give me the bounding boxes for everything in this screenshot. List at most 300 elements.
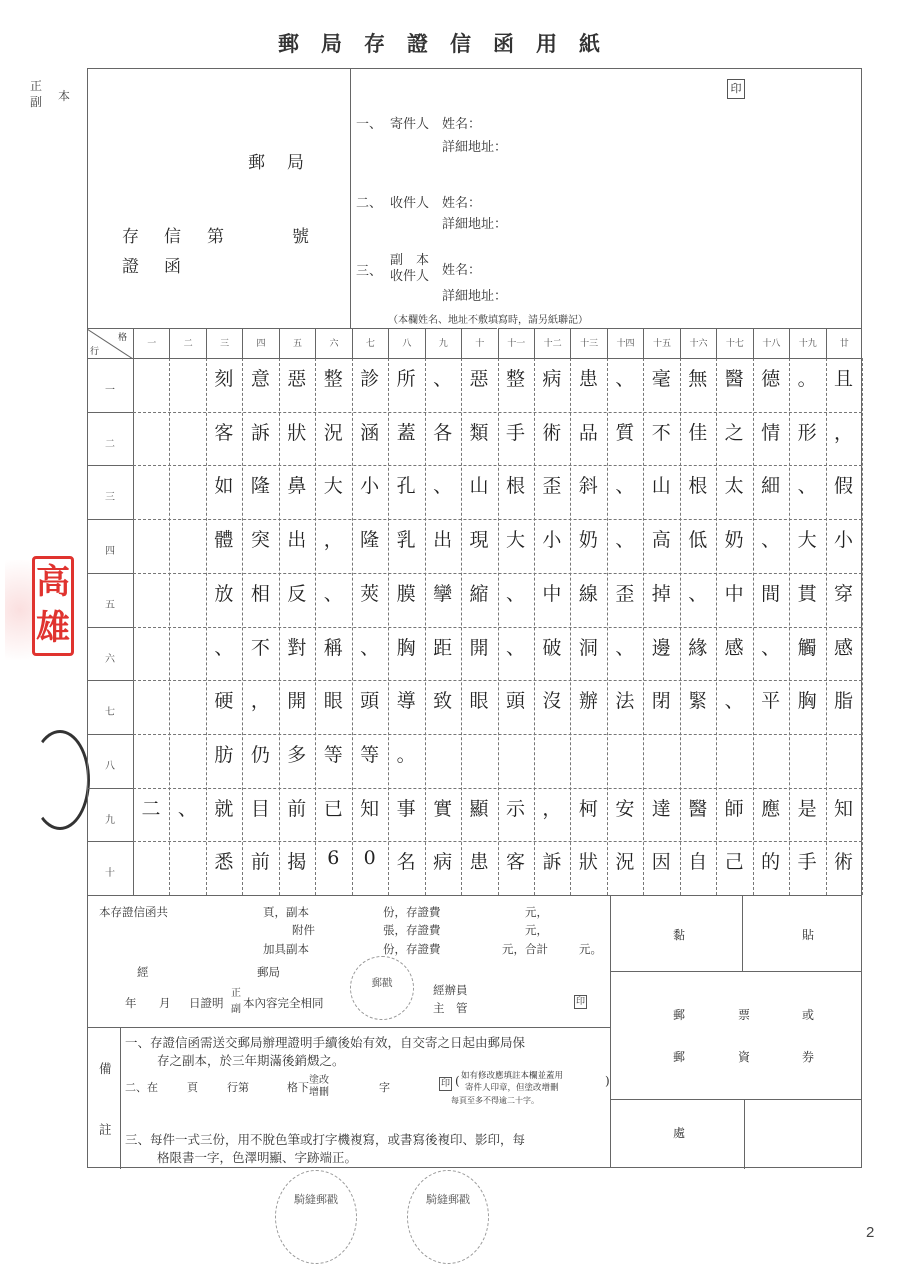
grid-cell-char: 醫	[724, 368, 744, 390]
grid-cell-char: 放	[214, 582, 234, 605]
info-total: 元，合計	[502, 942, 548, 956]
info-extra-copies: 加具副本	[263, 942, 309, 956]
column-header: 五	[279, 328, 315, 358]
grid-cell-char: 感	[834, 636, 854, 659]
grid-cell-char: 線	[578, 582, 598, 605]
grid-cell-char: 穿	[834, 582, 854, 605]
column-header: 十六	[680, 328, 716, 358]
row-label: 九	[87, 788, 133, 842]
grid-row-line	[133, 841, 862, 842]
info-handler: 經辦員	[433, 983, 468, 997]
corner-row-label: 行	[90, 347, 100, 357]
grid-cell-char: 感	[724, 636, 744, 659]
remarks-box	[87, 1027, 611, 1168]
cc-label-top: 副 本	[390, 253, 430, 268]
stamp-char-nian: 黏	[673, 928, 686, 942]
grid-cell-char: 安	[615, 797, 635, 820]
row-label: 二	[87, 412, 133, 466]
sender-seal-box: 印	[727, 79, 745, 99]
grid-cell-char: 況	[615, 851, 635, 874]
grid-cell-char: 目	[250, 797, 270, 820]
grid-cell-char: 斜	[578, 475, 598, 498]
grid-cell-char: 不	[651, 421, 671, 444]
info-month: 月	[159, 996, 171, 1010]
grid-cell-char: 、	[688, 582, 708, 605]
seam-postmark-label-2: 騎縫郵戳	[426, 1193, 470, 1206]
copy-mark-fu: 副	[30, 95, 43, 109]
grid-cell-char: 悉	[214, 851, 234, 874]
info-yuan-3: 元。	[579, 942, 602, 956]
grid-cell-char: 邊	[651, 636, 671, 659]
grid-cell-char: 術	[542, 421, 562, 444]
column-header: 十三	[570, 328, 606, 358]
grid-cell-char: 等	[323, 743, 343, 766]
grid-cell-char: 0	[363, 847, 376, 870]
stamp-affix-area	[611, 895, 862, 1168]
remark-3-line1: 三、每件一式三份，用不脫色筆或打字機複寫，或書寫後複印、影印，每	[125, 1132, 526, 1147]
grid-column-line	[862, 358, 863, 895]
grid-cell-char: 患	[578, 368, 598, 390]
grid-cell-char: 蓋	[396, 421, 416, 444]
grid-cell-char: 沒	[542, 690, 562, 713]
grid-cell-char: 己	[724, 851, 744, 874]
grid-cell-char: 縮	[469, 582, 489, 605]
seam-postmark-label-1: 騎縫郵戳	[294, 1193, 338, 1206]
grid-cell-char: 出	[287, 529, 307, 552]
column-header: 十	[461, 328, 497, 358]
grid-cell-char: 距	[433, 636, 453, 659]
grid-cell-char: 洞	[578, 636, 598, 659]
grid-cell-char: 整	[323, 368, 343, 390]
cert-char-hao: 號	[292, 227, 309, 247]
postmark-label: 郵戳	[371, 977, 393, 989]
grid-cell-char: 、	[505, 636, 525, 659]
column-header: 十七	[716, 328, 752, 358]
info-pages-copies: 頁，副本	[263, 905, 309, 919]
grid-cell-char: 如	[214, 475, 234, 498]
grid-cell-char: 等	[360, 743, 380, 766]
row-label: 四	[87, 519, 133, 573]
grid-cell-char: 形	[797, 421, 817, 444]
sender-address-field[interactable]: 詳細地址：	[442, 140, 508, 155]
grid-cell-char: 之	[724, 421, 744, 444]
remark-2-page: 頁	[187, 1081, 198, 1094]
grid-cell-char: 莢	[360, 582, 380, 605]
remark-2-alter: 塗改	[309, 1075, 329, 1086]
grid-cell-char: 硬	[214, 690, 234, 713]
info-extra-fee: 份，存證費	[383, 942, 441, 956]
grid-cell-char: 導	[396, 690, 416, 713]
cert-char-zheng: 證	[122, 257, 139, 277]
column-header: 廿	[826, 328, 862, 358]
grid-cell-char: 情	[761, 421, 781, 444]
stamp-char-piao: 票	[738, 1008, 751, 1022]
grid-cell-char: 手	[505, 421, 525, 444]
paren-open: (	[455, 1074, 460, 1088]
grid-cell-char: 小	[542, 529, 562, 552]
grid-cell-char: 肪	[214, 743, 234, 766]
grid-cell-char: 就	[214, 797, 234, 820]
grid-cell-char: 破	[542, 636, 562, 659]
grid-row-line	[133, 680, 862, 681]
grid-cell-char: 膜	[396, 582, 416, 605]
grid-cell-char: 實	[433, 797, 453, 820]
grid-cell-char: 知	[360, 797, 380, 820]
grid-cell-char: 對	[287, 636, 307, 659]
grid-cell-char: 山	[651, 475, 671, 498]
row-label: 六	[87, 627, 133, 681]
grid-cell-char: 類	[469, 421, 489, 444]
info-yuan-1: 元，	[525, 905, 548, 919]
grid-cell-char: 客	[214, 421, 234, 444]
grid-cell-char: 中	[542, 582, 562, 605]
grid-cell-char: 揭	[287, 851, 307, 874]
grid-cell-char: 隆	[360, 529, 380, 552]
grid-cell-char: 前	[250, 851, 270, 874]
seam-postmark-circle-2	[407, 1170, 489, 1264]
corner-column-label: 格	[117, 333, 127, 343]
grid-cell-char: 乳	[396, 529, 416, 552]
seal-stamp-text: 高雄	[36, 562, 70, 648]
stamp-divider-h2	[611, 1099, 862, 1100]
grid-cell-char: 大	[323, 475, 343, 498]
column-header: 八	[388, 328, 424, 358]
grid-cell-char: 應	[761, 797, 781, 820]
grid-cell-char: 況	[323, 421, 343, 444]
cc-recipient-address-field[interactable]: 詳細地址：	[442, 289, 508, 304]
grid-cell-char: 頭	[505, 690, 525, 713]
handler-seal-box: 印	[576, 997, 586, 1007]
grid-cell-char: 多	[287, 743, 307, 766]
column-header: 十九	[789, 328, 825, 358]
column-header: 十四	[607, 328, 643, 358]
cc-recipient-num: 三、	[356, 264, 383, 279]
grid-cell-char: 胸	[396, 636, 416, 659]
grid-cell-char: 。	[396, 743, 416, 766]
grid-cell-char: 訴	[542, 851, 562, 874]
grid-cell-char: 脂	[834, 690, 854, 713]
grid-cell-char: 所	[396, 368, 416, 390]
grid-cell-char: 相	[250, 582, 270, 605]
grid-cell-char: 因	[651, 851, 671, 874]
grid-cell-char: 。	[797, 368, 817, 390]
stamp-char-huo: 或	[802, 1008, 815, 1022]
stamp-char-chu: 處	[673, 1126, 686, 1140]
grid-row-line	[133, 788, 862, 789]
grid-cell-char: 佳	[688, 421, 708, 444]
remark-2-prefix: 二、在	[125, 1081, 158, 1094]
stamp-smudge	[5, 560, 35, 660]
grid-cell-char: 術	[834, 851, 854, 874]
sender-label: 寄件人	[390, 117, 430, 132]
stamp-char-you1: 郵	[673, 1008, 686, 1022]
cert-char-han: 函	[164, 257, 181, 277]
grid-row-line	[133, 573, 862, 574]
grid-cell-char: 質	[615, 421, 635, 444]
column-header: 七	[352, 328, 388, 358]
grid-cell-char: 奶	[578, 529, 598, 552]
recipient-name-field[interactable]: 姓名：	[442, 196, 482, 211]
cc-label-bottom: 收件人	[390, 269, 430, 284]
grid-cell-char: 體	[214, 529, 234, 552]
cert-char-xin: 信	[164, 227, 181, 247]
remark-2-char: 字	[379, 1081, 390, 1094]
grid-cell-char: 的	[761, 851, 781, 874]
grid-cell-char: 致	[433, 690, 453, 713]
grid-cell-char: 掉	[651, 582, 671, 605]
grid-cell-char: 攣	[433, 582, 453, 605]
row-label: 十	[87, 841, 133, 895]
grid-cell-char: 細	[761, 475, 781, 498]
grid-cell-char: ，	[542, 797, 562, 820]
grid-cell-char: 胸	[797, 690, 817, 713]
grid-cell-char: 大	[797, 529, 817, 552]
copy-mark-zheng: 正	[30, 79, 43, 93]
info-fu: 副	[231, 1004, 241, 1015]
grid-cell-char: 病	[433, 851, 453, 874]
row-label: 三	[87, 465, 133, 519]
grid-cell-char: 意	[250, 368, 270, 390]
grid-cell-char: 太	[724, 475, 744, 498]
grid-cell-char: 品	[578, 421, 598, 444]
info-day-certify: 日證明	[189, 996, 224, 1010]
grid-cell-char: 柯	[578, 797, 598, 820]
stamp-char-zi: 資	[738, 1050, 751, 1064]
grid-corner	[87, 328, 133, 358]
cc-recipient-name-field[interactable]: 姓名：	[442, 263, 482, 278]
info-total-pages-label: 本存證信函共	[99, 905, 168, 919]
page-number: 2	[866, 1224, 875, 1241]
remark-1-line1: 一、存證信函需送交郵局辦理證明手續後始有效，自交寄之日起由郵局保	[125, 1035, 526, 1050]
grid-cell-char: 突	[250, 529, 270, 552]
remark-1-line2: 存之副本，於三年期滿後銷燬之。	[157, 1053, 345, 1068]
recipient-address-field[interactable]: 詳細地址：	[442, 217, 508, 232]
grid-cell-char: 中	[724, 582, 744, 605]
post-office-label: 郵局	[248, 153, 326, 173]
postmark-circle	[350, 956, 414, 1020]
grid-cell-char: 孔	[396, 475, 416, 498]
paren-close: )	[605, 1074, 610, 1088]
info-copies-fee: 份，存證費	[383, 905, 441, 919]
grid-cell-char: 毫	[651, 368, 671, 390]
grid-cell-char: 高	[651, 529, 671, 552]
grid-cell-char: 刻	[214, 368, 234, 390]
grid-cell-char: 貫	[797, 582, 817, 605]
grid-cell-char: 醫	[688, 797, 708, 820]
kaohsiung-seal-stamp	[32, 556, 74, 656]
grid-cell-char: 隆	[250, 475, 270, 498]
grid-cell-char: 根	[688, 475, 708, 498]
stamp-divider-bottom	[744, 1099, 745, 1169]
grid-cell-char: 眼	[469, 690, 489, 713]
grid-cell-char: 觸	[797, 636, 817, 659]
grid-cell-char: 狀	[287, 421, 307, 444]
copy-mark-ben: 本	[58, 89, 71, 103]
remarks-label-bei: 備	[99, 1061, 112, 1076]
grid-row-line	[133, 412, 862, 413]
remark-3-line2: 格限書一字，色澤明顯、字跡端正。	[157, 1150, 358, 1165]
info-zheng: 正	[231, 988, 241, 999]
grid-cell-char: 出	[433, 529, 453, 552]
grid-cell-char: 、	[214, 636, 234, 659]
partial-postmark-arc	[30, 730, 90, 830]
letter-content-grid	[87, 328, 862, 895]
grid-cell-char: 診	[360, 368, 380, 390]
grid-cell-char: 反	[287, 582, 307, 605]
grid-cell-char: 、	[615, 636, 635, 659]
seam-postmark-circle-1	[275, 1170, 357, 1264]
grid-cell-char: 頭	[360, 690, 380, 713]
grid-cell-char: 德	[761, 368, 781, 390]
grid-cell-char: 前	[287, 797, 307, 820]
sender-name-field[interactable]: 姓名：	[442, 117, 482, 132]
grid-cell-char: 、	[615, 368, 635, 390]
column-header: 一	[133, 328, 169, 358]
grid-cell-char: 開	[287, 690, 307, 713]
info-via: 經	[137, 965, 149, 979]
column-header: 十一	[498, 328, 534, 358]
column-header: 三	[206, 328, 242, 358]
grid-cell-char: 訴	[250, 421, 270, 444]
grid-cell-char: 達	[651, 797, 671, 820]
row-label: 五	[87, 573, 133, 627]
grid-cell-char: 涵	[360, 421, 380, 444]
grid-cell-char: 辦	[578, 690, 598, 713]
grid-cell-char: 低	[688, 529, 708, 552]
recipient-label: 收件人	[390, 196, 430, 211]
stamp-divider-top	[742, 896, 743, 971]
sender-num: 一、	[356, 117, 383, 132]
grid-cell-char: 客	[505, 851, 525, 874]
grid-row-line	[133, 465, 862, 466]
remarks-label-zhu: 註	[99, 1122, 112, 1137]
stamp-char-quan: 券	[802, 1050, 815, 1064]
grid-cell-char: 示	[505, 797, 525, 820]
grid-cell-char: 鼻	[287, 475, 307, 498]
grid-cell-char: 患	[469, 851, 489, 874]
grid-cell-char: 、	[177, 797, 197, 820]
fee-info-box	[87, 895, 611, 1027]
grid-cell-char: 知	[834, 797, 854, 820]
grid-cell-char: 顯	[469, 797, 489, 820]
remark-2-col: 格下	[287, 1081, 309, 1094]
remark-2-hint-1: 如有修改應填註本欄並蓋用	[461, 1071, 564, 1081]
column-header: 十五	[643, 328, 679, 358]
grid-cell-char: 各	[433, 421, 453, 444]
grid-cell-char: 且	[834, 368, 854, 390]
grid-cell-char: 是	[797, 797, 817, 820]
cert-char-di: 第	[207, 227, 224, 247]
row-label: 八	[87, 734, 133, 788]
info-supervisor: 主 管	[433, 1001, 468, 1015]
grid-cell-char: 整	[505, 368, 525, 390]
grid-cell-char: ，	[250, 690, 270, 713]
grid-cell-char: 緣	[688, 636, 708, 659]
grid-cell-char: 、	[615, 529, 635, 552]
grid-cell-char: 惡	[287, 368, 307, 390]
grid-cell-char: 不	[250, 636, 270, 659]
column-header: 十二	[534, 328, 570, 358]
remarks-label-divider	[120, 1028, 121, 1169]
column-header: 十八	[753, 328, 789, 358]
grid-cell-char: 、	[797, 475, 817, 498]
row-label: 一	[87, 358, 133, 412]
remark-2-hint-2: 寄件人印章，但塗改增刪	[465, 1083, 559, 1093]
grid-row-line	[133, 627, 862, 628]
grid-cell-char: 歪	[542, 475, 562, 498]
grid-cell-char: 、	[433, 368, 453, 390]
recipient-num: 二、	[356, 196, 383, 211]
grid-cell-char: 現	[469, 529, 489, 552]
grid-cell-char: 、	[615, 475, 635, 498]
grid-cell-char: 、	[505, 582, 525, 605]
info-post-office: 郵局	[257, 965, 280, 979]
stamp-divider-h1	[611, 971, 862, 972]
grid-cell-char: 事	[396, 797, 416, 820]
grid-cell-char: 間	[761, 582, 781, 605]
column-header: 六	[315, 328, 351, 358]
grid-row-line	[133, 734, 862, 735]
grid-cell-char: 歪	[615, 582, 635, 605]
grid-cell-char: 、	[761, 636, 781, 659]
column-header: 二	[169, 328, 205, 358]
grid-cell-char: 緊	[688, 690, 708, 713]
stamp-char-you2: 郵	[673, 1050, 686, 1064]
grid-cell-char: 小	[834, 529, 854, 552]
grid-cell-char: 名	[396, 851, 416, 874]
grid-cell-char: 小	[360, 475, 380, 498]
info-sheets-fee: 張，存證費	[383, 923, 441, 937]
grid-cell-char: 已	[323, 797, 343, 820]
address-overflow-note: （本欄姓名、地址不敷填寫時，請另紙聯記）	[388, 315, 588, 326]
remark-2-seal: 印	[441, 1079, 451, 1089]
remark-2-hint-3: 每頁至多不得逾二十字。	[451, 1096, 539, 1105]
info-yuan-2: 元，	[525, 923, 548, 937]
grid-cell-char: 、	[433, 475, 453, 498]
grid-cell-char: 平	[761, 690, 781, 713]
grid-cell-char: 、	[761, 529, 781, 552]
grid-cell-char: 病	[542, 368, 562, 390]
grid-cell-char: 奶	[724, 529, 744, 552]
stamp-char-tie: 貼	[802, 928, 815, 942]
column-header: 九	[425, 328, 461, 358]
grid-cell-char: 自	[688, 851, 708, 874]
cert-char-cun: 存	[122, 227, 139, 247]
header-left-panel	[87, 68, 351, 328]
column-header: 四	[242, 328, 278, 358]
grid-cell-char: 狀	[578, 851, 598, 874]
grid-cell-char: 假	[834, 475, 854, 498]
grid-cell-char: 山	[469, 475, 489, 498]
grid-cell-char: 、	[724, 690, 744, 713]
form-title: 郵局存證信函用紙	[278, 31, 622, 56]
grid-cell-char: 、	[360, 636, 380, 659]
grid-cell-char: 大	[505, 529, 525, 552]
row-label: 七	[87, 680, 133, 734]
grid-cell-char: 稱	[323, 636, 343, 659]
grid-cell-char: 師	[724, 797, 744, 820]
grid-cell-char: ，	[323, 529, 343, 552]
grid-cell-char: 法	[615, 690, 635, 713]
grid-cell-char: 開	[469, 636, 489, 659]
remark-2-row: 行第	[227, 1081, 249, 1094]
grid-cell-char: 、	[323, 582, 343, 605]
info-attachment: 附件	[292, 923, 315, 937]
grid-cell-char: 手	[797, 851, 817, 874]
grid-cell-char: 6	[327, 847, 340, 870]
grid-cell-char: 眼	[323, 690, 343, 713]
grid-row-line	[133, 519, 862, 520]
